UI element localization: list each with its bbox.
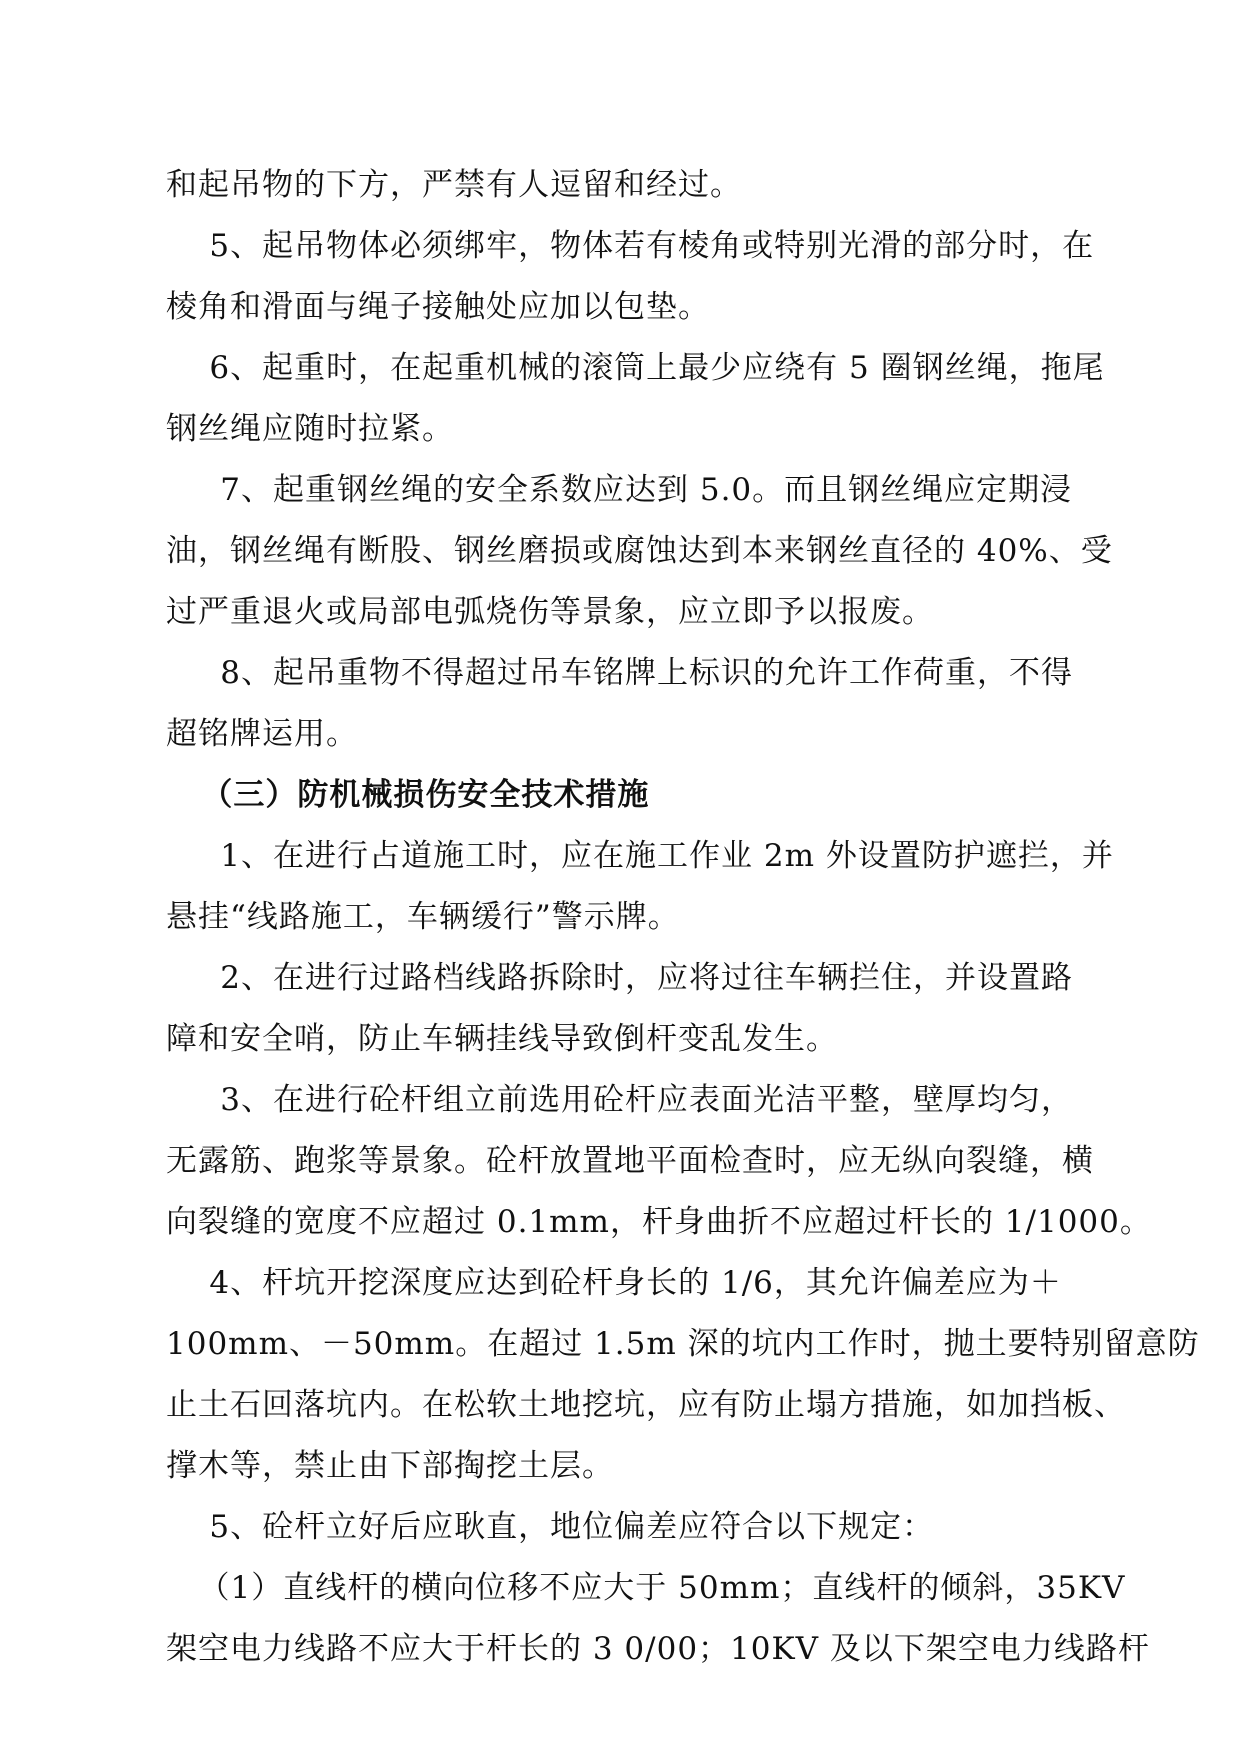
- text-line: 撑木等，禁止由下部掏挖土层。: [166, 1448, 614, 1484]
- text-line: 8、起吊重物不得超过吊车铭牌上标识的允许工作荷重，不得: [166, 655, 1073, 691]
- text-line: 2、在进行过路档线路拆除时，应将过往车辆拦住，并设置路: [166, 960, 1073, 996]
- text-line: 过严重退火或局部电弧烧伤等景象，应立即予以报废。: [166, 594, 934, 630]
- text-line: （1）直线杆的横向位移不应大于 50mm；直线杆的倾斜，35KV: [166, 1570, 1126, 1606]
- text-line: 1、在进行占道施工时，应在施工作业 2m 外设置防护遮拦，并: [166, 838, 1114, 874]
- text-line: 棱角和滑面与绳子接触处应加以包垫。: [166, 289, 710, 325]
- text-line: 和起吊物的下方，严禁有人逗留和经过。: [166, 167, 742, 203]
- text-line: 悬挂“线路施工，车辆缓行”警示牌。: [166, 899, 680, 935]
- text-line: 架空电力线路不应大于杆长的 3 0/00；10KV 及以下架空电力线路杆: [166, 1631, 1150, 1667]
- text-line: 止土石回落坑内。在松软土地挖坑，应有防止塌方措施，如加挡板、: [166, 1387, 1126, 1423]
- text-line: 障和安全哨，防止车辆挂线导致倒杆变乱发生。: [166, 1021, 838, 1057]
- text-line: 超铭牌运用。: [166, 716, 358, 752]
- text-line: 6、起重时，在起重机械的滚筒上最少应绕有 5 圈钢丝绳，拖尾: [166, 350, 1105, 386]
- text-line: 钢丝绳应随时拉紧。: [166, 411, 454, 447]
- text-line: 7、起重钢丝绳的安全系数应达到 5.0。而且钢丝绳应定期浸: [166, 472, 1073, 508]
- body-text: [166, 155, 1200, 1680]
- section-heading: （三）防机械损伤安全技术措施: [166, 777, 650, 813]
- text-line: 4、杆坑开挖深度应达到砼杆身长的 1/6，其允许偏差应为＋: [166, 1265, 1062, 1301]
- text-line: 100mm、－50mm。在超过 1.5m 深的坑内工作时，抛土要特别留意防: [166, 1326, 1200, 1362]
- text-line: 向裂缝的宽度不应超过 0.1mm，杆身曲折不应超过杆长的 1/1000。: [166, 1204, 1152, 1240]
- text-line: 5、起吊物体必须绑牢，物体若有棱角或特别光滑的部分时，在: [166, 228, 1095, 264]
- text-line: 5、砼杆立好后应耿直，地位偏差应符合以下规定：: [166, 1509, 935, 1545]
- text-line: 无露筋、跑浆等景象。砼杆放置地平面检查时，应无纵向裂缝，横: [166, 1143, 1094, 1179]
- text-line: 3、在进行砼杆组立前选用砼杆应表面光洁平整，壁厚均匀，: [166, 1082, 1073, 1118]
- text-line: 油，钢丝绳有断股、钢丝磨损或腐蚀达到本来钢丝直径的 40%、受: [166, 533, 1113, 569]
